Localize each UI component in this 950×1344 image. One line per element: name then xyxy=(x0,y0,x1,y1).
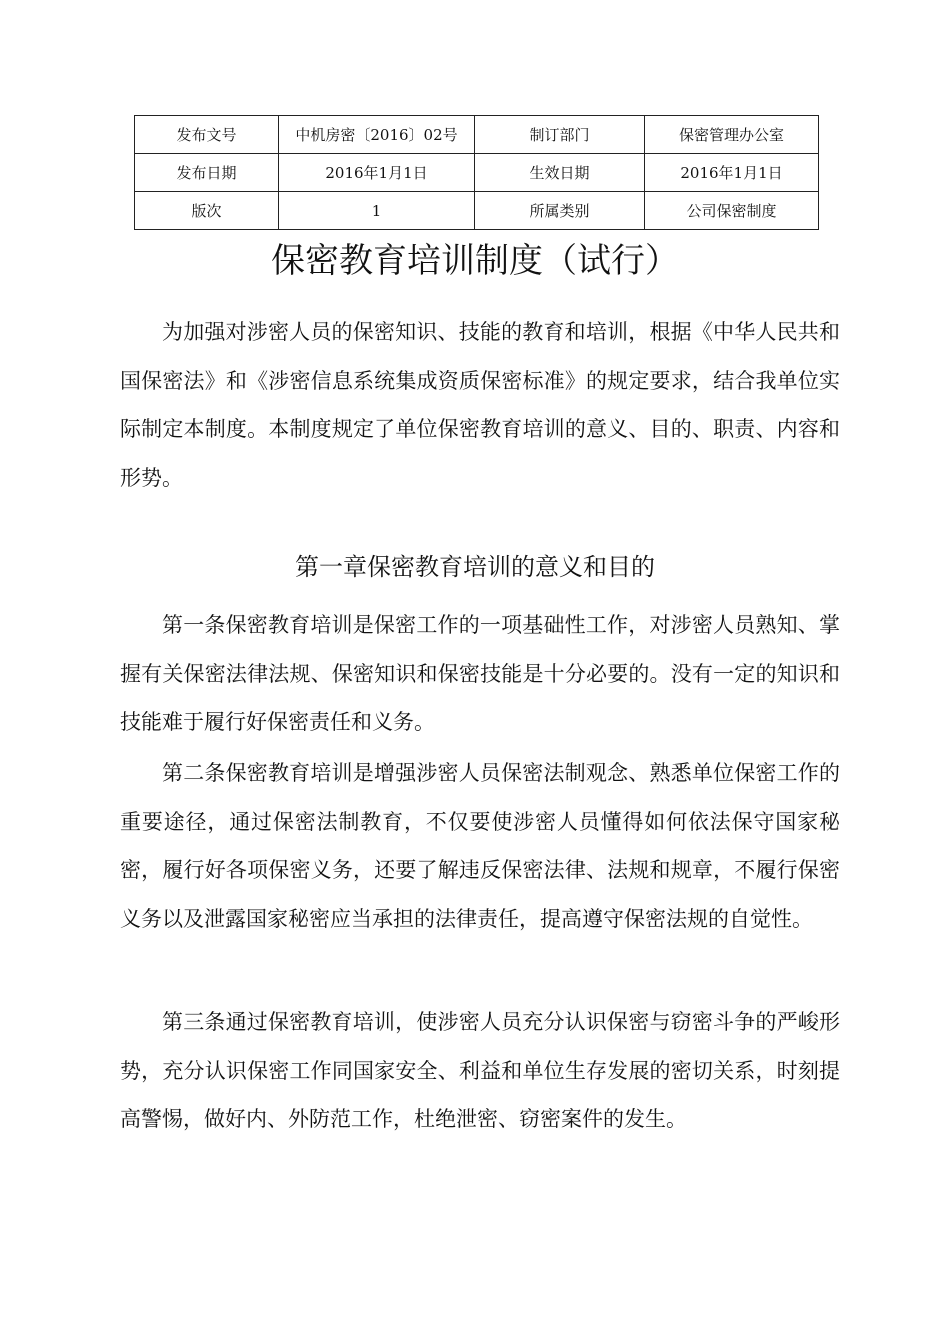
intro-paragraph: 为加强对涉密人员的保密知识、技能的教育和培训，根据《中华人民共和国保密法》和《涉密信息系统集成资质保密标准》的规定要求，结合我单位实际制定本制度。本制度规定了单位保密教育培训的意义、目的、职责、内容和形势。 xyxy=(120,320,840,490)
article-1: 第一条保密教育培训是保密工作的一项基础性工作，对涉密人员熟知、掌握有关保密法律法规、保密知识和保密技能是十分必要的。没有一定的知识和技能难于履行好保密责任和义务。 xyxy=(120,613,840,735)
label-category: 所属类别 xyxy=(475,192,645,230)
article-3: 第三条通过保密教育培训，使涉密人员充分认识保密与窃密斗争的严峻形势，充分认识保密工作同国家安全、利益和单位生存发展的密切关系，时刻提高警惕，做好内、外防范工作，杜绝泄密、窃密案件的发生。 xyxy=(120,1010,840,1132)
label-department: 制订部门 xyxy=(475,116,645,154)
article-2: 第二条保密教育培训是增强涉密人员保密法制观念、熟悉单位保密工作的重要途径，通过保密法制教育，不仅要使涉密人员懂得如何依法保守国家秘密，履行好各项保密义务，还要了解违反保密法律、法规和规章，不履行保密义务以及泄露国家秘密应当承担的法律责任，提高遵守保密法规的自觉性。 xyxy=(120,761,840,931)
label-release-number: 发布文号 xyxy=(135,116,279,154)
value-version: 1 xyxy=(279,192,475,230)
label-release-date: 发布日期 xyxy=(135,154,279,192)
label-version: 版次 xyxy=(135,192,279,230)
chapter-heading: 第一章保密教育培训的意义和目的 xyxy=(295,553,655,581)
value-release-number: 中机房密〔2016〕02号 xyxy=(279,116,475,154)
label-effective-date: 生效日期 xyxy=(475,154,645,192)
value-category: 公司保密制度 xyxy=(645,192,819,230)
value-release-date: 2016年1月1日 xyxy=(279,154,475,192)
table-row xyxy=(135,192,819,230)
document-title: 保密教育培训制度（试行） xyxy=(271,241,679,281)
table-row xyxy=(135,154,819,192)
value-department: 保密管理办公室 xyxy=(645,116,819,154)
table-row xyxy=(135,116,819,154)
value-effective-date: 2016年1月1日 xyxy=(645,154,819,192)
document-info-table xyxy=(134,115,819,230)
